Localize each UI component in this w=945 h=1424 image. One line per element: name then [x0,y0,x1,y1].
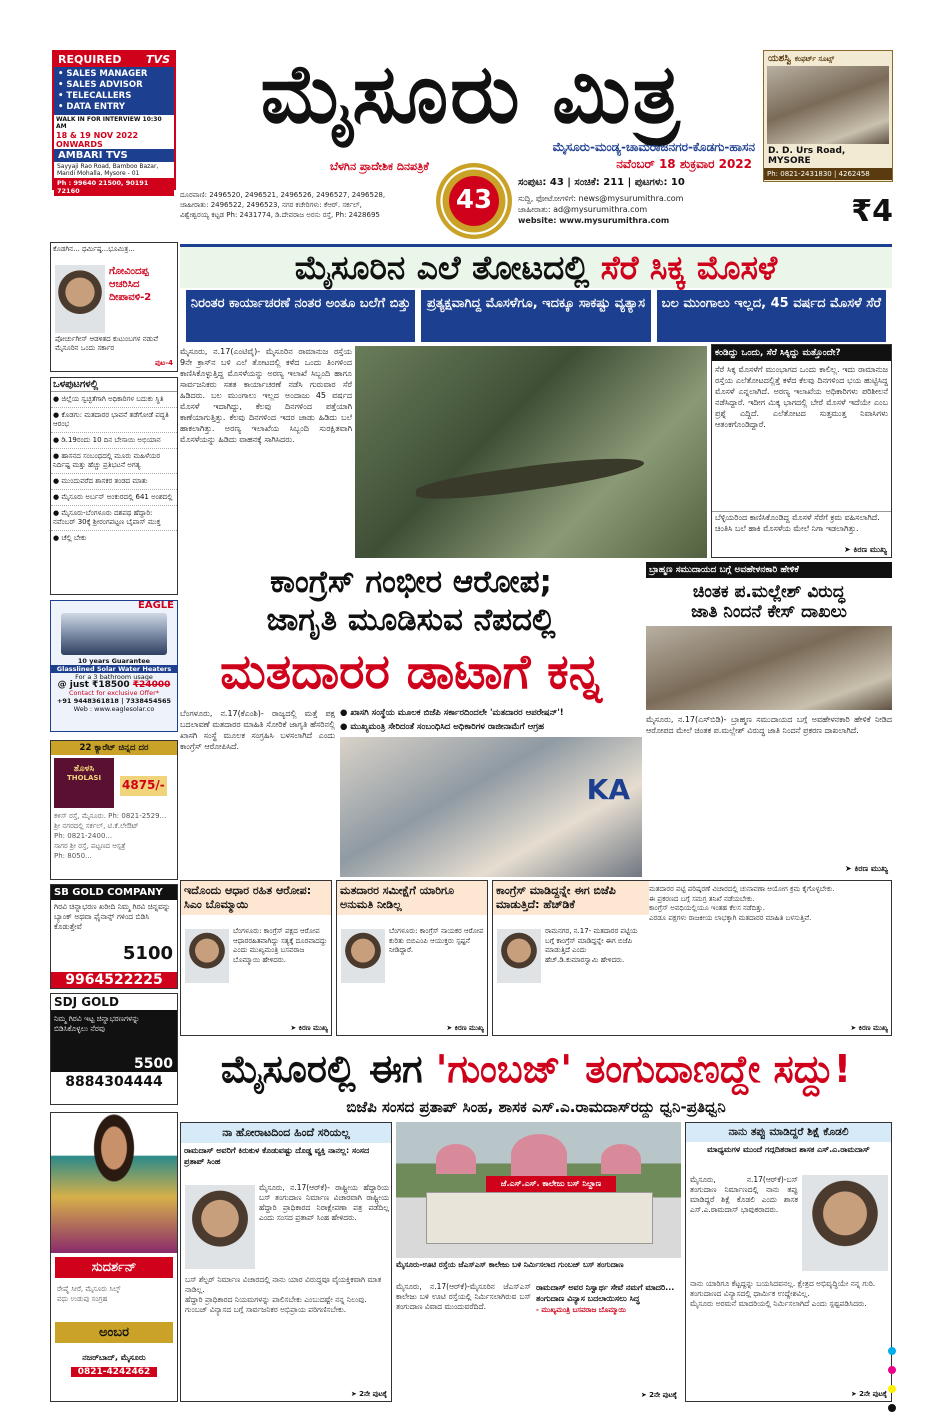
ad-role: • DATA ENTRY [58,102,125,112]
hotel-photo [767,66,889,144]
bus-shelter-caption: ಮೈಸೂರು-ಊಟಿ ರಸ್ತೆಯ ಜೆಎಸ್‌ಎಸ್ ಕಾಲೇಜು ಬಳಿ ನಿರ್ಮಿಸಲಾದ ಗುಂಬಜ್ ಬಸ್ ತಂಗುದಾಣ [396,1260,624,1269]
eagle-guarantee: 10 years Guarantee [77,657,151,665]
gumbaz-right [685,1122,892,1402]
ramadas-photo [802,1175,888,1271]
tholasi-address: ಕಳಿಸ್ ರಸ್ತೆ, ಮೈಸೂರು. Ph: 0821-2529... ಶ್ರೀ ನಗರದಲ್ಲಿ ಸರ್ಕಲ್, ಟಿ.ಕೆ.ಲೇಔಟ್ Ph: 0821-2400... ಸಾಗರ ಶ್ರೀ ರಸ್ತೆ, ಪಟ್ಟಣದ ಆಸ್ಪತ್ರೆ Ph: 8050... [54,812,167,860]
small-story-byline: ➤ ಕಿರಣ ಮುಖ್ಯ [290,1024,328,1032]
sb-gold-ad [50,884,178,989]
ad-dates: 18 & 19 NOV 2022 ONWARDS [56,131,139,149]
inside-item: ● ಹಾಸನದ ಸಂಬಂಧದಲ್ಲಿ ಮೂರು ಮಹಿಳೆಯರ ನಿರ್ದಿಷ್ಟ ಮತ್ತು ಹೆಚ್ಚು ಪ್ರತಿಭಟನೆ ಅಗತ್ಯ [51,449,177,474]
email-news: ಸುದ್ದಿ, ಫೋಟೋಗಳಿಗೆ: news@mysurumithra.com [518,194,684,203]
sb-amount: 5100 [122,943,173,964]
gumbaz-headline-highlight: 'ಗುಂಬಜ್' ತಂಗುದಾಣದ್ದೇ ಸದ್ದು! [435,1047,852,1091]
small-story-head: ಇದೊಂದು ಆಧಾರ ರಹಿತ ಆರೋಪ: ಸಿಎಂ ಬೊಮ್ಮಾಯಿ [181,881,331,915]
gumbaz-left [180,1122,392,1402]
small-story-byline: ➤ ಕಿರಣ ಮುಖ್ಯ [446,1024,484,1032]
tholasi-brand: ತೊಳಸಿ [73,764,95,774]
lead-body: ಮೈಸೂರು, ನ.17(ಎಂಟಿವೈ)- ಮೈಸೂರಿನ ರಾಮಾನುಜ ರಸ್ತೆಯ 9ನೇ ಕ್ರಾಸ್‌ನ ಬಳಿ ಎಲೆ ತೋಟದಲ್ಲಿ ಕಳೆದ ಒಂದು ತಿಂಗಳಿಂದ ಕಾಣಿಸಿಕೊಳ್ಳುತ್ತಿದ್ದ ಮೊಸಳೆಯನ್ನು ಅರಣ್ಯ ಇಲಾಖೆ ಸಿಬ್ಬಂದಿ ಹಾಗೂ ಸಾರ್ವಜನಿಕರು ಸತತ ಕಾರ್ಯಾಚರಣೆ ನಡೆಸಿ ಗುರುವಾರ ಸೆರೆ ಹಿಡಿದರು. ಬಲ ಮುಂಗಾಲು ಇಲ್ಲದ ಅಂದಾಜು 45 ವರ್ಷದ ಮೊಸಳೆ ಇದಾಗಿದ್ದು, ಕೆಲವು ದಿನಗಳಿಂದ ಪತ್ತೆಯಾಗಿ ಕಾಣೆಯಾಗುತ್ತಿತ್ತು. ಕೆಲವು ದಿನಗಳಿಂದ ಇದರ ಜಾಡು ಹಿಡಿದು ಬಲೆ ಹಾಕಲಾಗಿತ್ತು. ಅರಣ್ಯ ಇಲಾಖೆಯ ಸಿಬ್ಬಂದಿ ಸುರಕ್ಷಿತವಾಗಿ ಮೊಸಳೆಯನ್ನು ಹಿಡಿದು ವಾಹನಕ್ಕೆ ಸಾಗಿಸಿದರು. [180,347,352,444]
eagle-brand: EAGLE [138,600,174,611]
eagle-price: @ just ₹18500 [57,680,130,690]
small-story [180,880,332,1036]
phone-line: ಜಾಹೀರಾತು: 2496522, 2496523, ನಗರ ಕಚೇರಿಗಳು: ಕೆಆರ್. ಸರ್ಕಲ್, [180,201,362,209]
eagle-contact: Contact for exclusive Offer* [68,689,160,697]
inside-item: ● ಕೊಡಗು: ಮತದಾರರ ಭಾವನೆ ತಡೆಗೋಡೆ ಪದ್ಧತಿ ಆರಂಭ [51,408,177,433]
sudarshan-lines: ರೇಷ್ಮೆ ಸೀರೆ, ಮೈಸೂರು ಸಿಲ್ಕ್ ವಧು ಉಡುಪು ಸಂಗ್ರಹ [57,1285,121,1303]
price: ₹4 [851,194,893,229]
inside-item: ● ಜಿಲ್ಲೆಯ ಸ್ವಚ್ಛತೆಗಾಗಿ ಅಧಿಕಾರಿಗಳ ಬದುಕು ಸ್ಥಿತಿ [51,392,177,408]
feature-page-ref: ಪುಟ-4 [154,359,173,367]
crocodile-shape [414,450,645,506]
small-story-head: ಕಾಂಗ್ರೆಸ್ ಮಾಡಿದ್ದನ್ನೇ ಈಗ ಬಿಜೆಪಿ ಮಾಡುತ್ತಿದೆ: ಹೆಚ್‌ಡಿಕೆ [493,881,649,915]
ad-required: REQUIRED [58,53,122,66]
masthead-title: ಮೈಸೂರು ಮಿತ್ರ [260,47,682,142]
bus-shelter-photo [396,1122,681,1258]
lead-headline [180,244,892,288]
small-story-head: ಮತದಾರರ ಸಮೀಕ್ಷೆಗೆ ಯಾರಿಗೂ ಅನುಮತಿ ನೀಡಿಲ್ಲ [337,881,487,915]
ad-role: • TELECALLERS [58,91,132,101]
yashaswi-ad [763,50,893,182]
gumbaz-left-byline: ➤ 2ನೇ ಪುಟಕ್ಕೆ [350,1390,387,1398]
ad-brand: TVS [146,53,170,66]
yashaswi-name: ಯಶಸ್ವಿ [768,53,792,64]
anniversary-emblem [436,163,512,239]
gumbaz-left-head: ನಾ ಹೋರಾಟದಿಂದ ಹಿಂದೆ ಸರಿಯಲ್ಲ [181,1123,391,1143]
gold-price: 4875/- [120,776,167,796]
second-head1: ಕಾಂಗ್ರೆಸ್ ಗಂಭೀರ ಆರೋಪ; [270,564,552,600]
right-byline: ➤ ಕಿರಣ ಮುಖ್ಯ [844,864,888,873]
issue-volume: ಸಂಪುಟ: 43 | ಸಂಚಿಕೆ: 211 | ಪುಟಗಳು: 10 [518,177,685,188]
small-story-byline: ➤ ಕಿರಣ ಮುಖ್ಯ [850,1024,888,1032]
inside-item: ● ಡಿ.19ರಂದು 10 ದಿನ ಬೇಸಾಯಿ ಅಭಿಯಾನ [51,433,177,449]
gumbaz-left-sub: ರಾಮದಾಸ್ ಅವರಿಗೆ ಕಿರುಕುಳ ಕೊಡುವಷ್ಟು ದೊಡ್ಡ ವ್ಯಕ್ತಿ ನಾನಲ್ಲ: ಸಂಸದ ಪ್ರತಾಪ್ ಸಿಂಹ [184,1146,370,1166]
dome-center [511,1134,567,1176]
sudarshan-name: ಸುದರ್ಶನ್ [55,1257,173,1278]
gumbaz-right-body2: ನಾನು ಯಾರಿಗೂ ಕೆಟ್ಟದ್ದನ್ನು ಬಯಸಿದವನಲ್ಲ. ಕ್ಷೇತ್ರದ ಅಭಿವೃದ್ಧಿಯೇ ನನ್ನ ಗುರಿ. ತಂಗುದಾಣದ ವಿನ್ಯಾಸದಲ್ಲಿ ಧಾರ್ಮಿಕ ಉದ್ದೇಶವಿಲ್ಲ. ಮೈಸೂರು ಅರಮನೆ ಮಾದರಿಯಲ್ಲಿ ನಿರ್ಮಿಸಲಾಗಿದೆ ಎಂದು ಸ್ಪಷ್ಟಪಡಿಸಿದರು. [690,1279,876,1308]
feature-title: ಗೋವಿಂದಪ್ಪ ಆಚರಿಸಿದ ದೀಪಾವಳಿ-2 [109,266,152,303]
yashaswi-phone: Ph: 0821-2431830 | 4262458 [764,168,892,180]
inside-item: ● ಚೆಲ್ಲಿ ಬೇಕು [53,534,87,542]
gold-rate-title: 22 ಕ್ಯಾರೆಟ್ ಚಿನ್ನದ ದರ [51,741,177,755]
gumbaz-left-body: ಮೈಸೂರು, ನ.17(ಆರ್‌ಕೆ)- ರಾಷ್ಟ್ರೀಯ ಹೆದ್ದಾರಿಯ ಬಸ್ ತಂಗುದಾಣ ನಿರ್ಮಾಣ ವಿಚಾರವಾಗಿ ರಾಷ್ಟ್ರೀಯ ಹೆದ್ದಾರಿ ಪ್ರಾಧಿಕಾರದ ನಿರಾಕ್ಷೇಪಣಾ ಪತ್ರ ಪಡೆದಿಲ್ಲ ಎಂದು ಸಂಸದ ಪ್ರತಾಪ್ ಸಿಂಹ ಹೇಳಿದರು. [259,1183,389,1222]
sidebar-byline: ➤ ಕಿರಣ ಮುಖ್ಯ [843,545,887,554]
feature-text: ಪೋರ್ಚುಗೀಸ್ ಆಡಳಿತದ ಕುಟುಂಬಗಳ ನಡುವೆ ಮೈಸೂರಿನ ಒಂದು ಸರ್ಕಾರ [55,335,159,352]
ad-role: • SALES MANAGER [58,69,148,79]
small-story [492,880,892,1036]
sidebar-body: ಸೆರೆ ಸಿಕ್ಕ ಮೊಸಳೆಗೆ ಮುಂಭಾಗದ ಒಂದು ಕಾಲಿಲ್ಲ. ಇದು ರಾಮಾನುಜ ರಸ್ತೆಯ ಎಲೆತೋಟದಲ್ಲಿತ್ತೆ ಕಳೆದ ಕೆಲವು ದಿನಗಳಿಂದ ಭಯ ಹುಟ್ಟಿಸಿದ್ದ ಮೊಸಳೆ ಎನ್ನಲಾಗಿದೆ. ಅರಣ್ಯ ಇಲಾಖೆಯ ಅಧಿಕಾರಿಗಳು ಪರಿಶೀಲನೆ ನಡೆಸಿದ್ದಾರೆ. ಇದೀಗ ಮಿಕ್ಕ ಭಾಗದಲ್ಲಿ ಬೇರೆ ಮೊಸಳೆ ಇದೆಯೇ ಎಂಬ ಪ್ರಶ್ನೆ ಎದ್ದಿದೆ. ಎಲೆತೋಟದ ಸುತ್ತಮುತ್ತ ನಿವಾಸಿಗಳು ಆತಂಕಗೊಂಡಿದ್ದಾರೆ. [715,365,888,429]
small-story-body: ಬೆಂಗಳೂರು: ಕಾಂಗ್ರೆಸ್ ನಾಯಕರ ಆರೋಪ ಕುರಿತು ಬಿಬಿಎಂಪಿ ಆಯುಕ್ತರು ಸ್ಪಷ್ಟನೆ ನೀಡಿದ್ದಾರೆ. [389,927,484,954]
inside-item: ● ಮೈಸೂರು-ಬೆಂಗಳೂರು ದಶಪಥ ಹೆದ್ದಾರಿ: ನವೆಂಬರ್ 30ಕ್ಕೆ ಶ್ರೀರಂಗಪಟ್ಟಣ ಬೈಪಾಸ್ ಮುಕ್ತ [51,506,177,531]
ad-phone: Ph : 99640 21500, 90191 72160 [54,178,174,196]
masthead-regions: ಮೈಸೂರು-ಮಂಡ್ಯ-ಚಾಮರಾಜನಗರ-ಕೊಡಗು-ಹಾಸನ [552,140,755,154]
sdj-text: ನಿಮ್ಮ ಗಿರವಿ ಇಟ್ಟ ಚಿನ್ನಾಭರಣಗಳನ್ನು ಬಿಡಿಸಿಕೊಳ್ಳಲು ನೆರವು [51,1012,177,1056]
dome-right [601,1144,641,1174]
lead-subhead: ನಿರಂತರ ಕಾರ್ಯಾಚರಣೆ ನಂತರ ಅಂತೂ ಬಲೆಗೆ ಬಿತ್ತು [186,290,415,342]
pratap-simha-photo [185,1185,255,1269]
gumbaz-headline-part: ಮೈಸೂರಲ್ಲಿ ಈಗ [220,1047,436,1091]
lead-subheads [180,290,892,342]
sdj-title: SDJ GOLD [51,994,177,1012]
second-head2: ಜಾಗೃತಿ ಮೂಡಿಸುವ ನೆಪದಲ್ಲಿ [266,602,556,638]
gumbaz-quote: ರಾಮದಾಸ್ ಅವರ ನಿಸ್ವಾರ್ಥ ಸೇವೆ ನಮಗೆ ಮಾದರಿ... ತಂಗುದಾಣ ವಿನ್ಯಾಸ ಬದಲಾಯಿಸಲು ಸಿದ್ಧ [536,1283,675,1303]
eagle-old-price: ₹24000 [132,680,171,690]
lead-headline-part: ಮೈಸೂರಿನ ಎಲೆ ತೋಟದಲ್ಲಿ [294,248,601,287]
sb-text: ಗಿರವಿ ಚಿನ್ನಾಭರಣ ಖರೀದಿ ನಿಮ್ಮ ಗಿರವಿ ಚಿನ್ನವನ್ನು ಬ್ಯಾಂಕ್ ಅಥವಾ ಫೈನಾನ್ಸ್ ಗಳಿಂದ ಬಿಡಿಸಿ ಕೊಡುತ್ತೇವೆ [54,902,171,931]
eagle-for: For a 3 bathroom usage [75,673,153,681]
feature-portrait [55,265,105,333]
shelter-banner: ಜೆ.ಎಸ್.ಎಸ್. ಕಾಲೇಜು ಬಸ್ ನಿಲ್ದಾಣ [486,1176,616,1192]
sdj-gold-ad [50,993,178,1105]
eagle-phone: +91 9448361818 | 7338454565 [56,697,172,705]
shelter-base [426,1192,653,1244]
gumbaz-subhead: ಬಿಜೆಪಿ ಸಂಸದ ಪ್ರತಾಪ್ ಸಿಂಹ, ಶಾಸಕ ಎಸ್.ಎ.ರಾಮದಾಸ್‌ರದ್ದು ಧ್ವನಿ-ಪ್ರತಿಧ್ವನಿ [346,1098,726,1116]
lead-sidebar [711,344,892,558]
ad-role: • SALES ADVISOR [58,80,143,90]
sudarshan-ad [50,1112,178,1402]
contact-block [518,193,748,233]
lead-subhead: ಪ್ರತ್ಯಕ್ಷವಾಗಿದ್ದ ಮೊಸಳೆಗೂ, ಇದಕ್ಕೂ ಸಾಕಷ್ಟು ವ್ಯತ್ಯಾಸ [421,290,650,342]
inside-item: ● ಮೈಸೂರು ಅರ್ಬನ್ ಅಂಕುರದಲ್ಲಿ 641 ಅಂಶದಲ್ಲಿ [51,490,177,506]
ad-walkin: WALK IN FOR INTERVIEW 10:30 AM [56,116,162,130]
sidebar-more: ಬೆಳ್ಳಿಯರಿಂದ ಕಾಣಿಸಿಕೊಂಡಿದ್ದ ಮೊಸಳೆ ಸೆರೆಗೆ ಕ್ರಮ ವಹಿಸಲಾಗಿದೆ. ಚಿಂತಿಸಿ ಬಲೆ ಹಾಕಿ ಮೊಸಳೆಯ ಮೇಲೆ ನಿಗಾ ಇಡಲಾಗಿತ್ತು. [712,511,891,548]
gumbaz-right-sub: ಮಾಧ್ಯಮಗಳ ಮುಂದೆ ಗದ್ಗದಿತರಾದ ಶಾಸಕ ಎಸ್.ಎ.ರಾಮದಾಸ್ [707,1145,870,1154]
gumbaz-right-byline: ➤ 2ನೇ ಪುಟಕ್ಕೆ [850,1390,887,1398]
right-head2: ಜಾತಿ ನಿಂದನೆ ಕೇಸ್ ದಾಖಲು [691,602,847,622]
gumbaz-right-body: ಮೈಸೂರು, ನ.17(ಆರ್‌ಕೆ)-ಬಸ್ ತಂಗುದಾಣ ನಿರ್ಮಾಣದಲ್ಲಿ ನಾನು ತಪ್ಪು ಮಾಡಿದ್ದರೆ ಶಿಕ್ಷೆ ಕೊಡಲಿ ಎಂದು ಶಾಸಕ ಎಸ್.ಎ.ರಾಮದಾಸ್ ಭಾವುಕರಾದರು. [690,1175,798,1214]
press-meet-photo [340,737,642,877]
press-backdrop-text: KA [586,773,630,806]
bommai-photo [185,929,229,983]
gumbaz-quote-by: - ಮುಖ್ಯಮಂತ್ರಿ ಬಸವರಾಜ ಬೊಮ್ಮಾಯಿ [536,1306,626,1314]
small-story-body: ರಾಮನಗರ, ನ.17- ಮತದಾರರ ಪಟ್ಟಿಯ ಬಗ್ಗೆ ಕಾಂಗ್ರೆಸ್ ಮಾಡಿದ್ದನ್ನೇ ಈಗ ಬಿಜೆಪಿ ಮಾಡುತ್ತಿದೆ ಎಂದು ಹೆಚ್.ಡಿ.ಕುಮಾರಸ್ವಾಮಿ ಹೇಳಿದರು. [545,927,638,964]
feature-kicker: ಕೊಡಗಿನ... ಧರ್ಮಿಷ್ಠ...ಭೂಮಿತ್ರ... [53,245,135,253]
yashaswi-sub: ಕಂಫರ್ಟ್ ಸೂಟ್ಸ್ [794,55,835,63]
tholasi-brand-en: THOLASI [66,774,102,782]
gumbaz-headline [180,1040,892,1098]
saree-model-image [51,1113,177,1253]
second-body: ಬೆಂಗಳೂರು, ನ.17(ಕೆಎಂಶಿ)- ರಾಜ್ಯದಲ್ಲಿ ಮತ್ತೆ ಪಕ್ಷ ಬದಲಾವಣೆ ಮತದಾರರ ಮಾಹಿತಿ ಸೋರಿಕೆ ಜಾಗೃತಿ ಹೆಸರಿನಲ್ಲಿ ಖಾಸಗಿ ಸಂಸ್ಥೆ ಮೂಲಕ ಸಂಗ್ರಹಿಸಿ ಬಳಸಲಾಗಿದೆ ಎಂದು ಕಾಂಗ್ರೆಸ್ ಆರೋಪಿಸಿದೆ. [180,709,335,751]
right-body: ಮೈಸೂರು, ನ.17(ಎಸ್‌ಬಿಡಿ)- ಬ್ರಾಹ್ಮಣ ಸಮುದಾಯದ ಬಗ್ಗೆ ಅವಹೇಳನಕಾರಿ ಹೇಳಿಕೆ ನೀಡಿದ ಆರೋಪದ ಮೇಲೆ ಚಿಂತಕ ಪ.ಮಲ್ಲೇಶ್ ವಿರುದ್ಧ ಜಾತಿ ನಿಂದನೆ ಪ್ರಕರಣ ದಾಖಲಾಗಿದೆ. [646,715,892,735]
ambara-name: ಅಂಬರ [55,1322,173,1343]
phone-line: ದೂರವಾಣಿ: 2496520, 2496521, 2496526, 2496527, 2496528, [180,191,386,199]
group-photo [646,626,892,710]
email-ads: ಜಾಹೀರಾತು: ad@mysurumithra.com [518,205,648,214]
small-story-col2: ಮತದಾರರ ಪಟ್ಟಿ ಪರಿಷ್ಕರಣೆ ವಿಚಾರದಲ್ಲಿ ಚುನಾವಣಾ ಆಯೋಗ ಕ್ರಮ ಕೈಗೊಳ್ಳಬೇಕು. ಈ ಪ್ರಕರಣದ ಬಗ್ಗೆ ಸಮಗ್ರ ತನಿಖೆ ನಡೆಯಬೇಕು. ಕಾಂಗ್ರೆಸ್ ಅವಧಿಯಲ್ಲಿಯೂ ಇಂತಹ ಕೆಲಸ ನಡೆದಿತ್ತು. ಎರಡೂ ಪಕ್ಷಗಳು ರಾಜಕೀಯ ಲಾಭಕ್ಕಾಗಿ ಮತದಾರರ ಮಾಹಿತಿ ಬಳಸುತ್ತಿವೆ. [649,885,835,922]
gumbaz-left-body2: ಬಸ್ ಶೆಲ್ಟರ್ ನಿರ್ಮಾಣ ವಿಚಾರದಲ್ಲಿ ನಾನು ಯಾರ ವಿರುದ್ಧವೂ ವೈಯಕ್ತಿಕವಾಗಿ ಮಾತನಾಡಿಲ್ಲ. ಹೆದ್ದಾರಿ ಪ್ರಾಧಿಕಾರದ ನಿಯಮಗಳನ್ನು ಪಾಲಿಸಬೇಕು ಎಂಬುದಷ್ಟೇ ನನ್ನ ನಿಲುವು. ಗುಂಬಜ್ ವಿನ್ಯಾಸದ ಬಗ್ಗೆ ಸಾರ್ವಜನಿಕರ ಅಭಿಪ್ರಾಯ ಪರಿಗಣಿಸಬೇಕು. [185,1275,382,1314]
eagle-web: Web : www.eaglesolar.co [73,705,155,713]
tholasi-ad [50,740,178,880]
ad-dealer: AMBARI TVS [54,149,174,162]
lead-headline-highlight: ಸೆರೆ ಸಿಕ್ಕ ಮೊಸಳೆ [600,248,778,287]
dome-left [436,1144,476,1174]
commissioner-photo [341,929,385,983]
solar-heater-image [61,613,167,655]
gumbaz-middle [396,1122,681,1402]
ad-address: Sayyaji Rao Road, Bamboo Bazar, Mandi Mohalla, Mysore - 01 [57,163,159,177]
sidebar-title: ಕಂಡಿದ್ದು ಒಂದು, ಸೆರೆ ಸಿಕ್ಕಿದ್ದು ಮತ್ತೊಂದೇ? [712,345,891,361]
sb-title: SB GOLD COMPANY [51,885,177,900]
inside-heading: ಒಳಪುಟಗಳಲ್ಲಿ [51,378,177,392]
shop-address: ನಜರ್‌ಬಾದ್, ಮೈಸೂರು [82,1353,146,1362]
tvs-ad [52,50,176,195]
small-story [336,880,488,1036]
second-bullet: ● ಮುಖ್ಯಮಂತ್ರಿ ಸೇರಿದಂತೆ ಸಂಬಂಧಿಸಿದ ಅಧಿಕಾರಿಗಳ ರಾಜೀನಾಮೆಗೆ ಆಗ್ರಹ [340,722,545,732]
right-head1: ಚಿಂತಕ ಪ.ಮಲ್ಲೇಶ್ ವಿರುದ್ಧ [692,582,846,602]
shop-phone: 0821-4242462 [71,1367,157,1377]
masthead-tagline: ಬೆಳಗಿನ ಪ್ರಾದೇಶಿಕ ದಿನಪತ್ರಿಕೆ [330,160,429,173]
right-kicker: ಬ್ರಾಹ್ಮಣ ಸಮುದಾಯದ ಬಗ್ಗೆ ಅವಹೇಳನಕಾರಿ ಹೇಳಿಕೆ [646,562,892,578]
gumbaz-quote-box [536,1282,681,1378]
gumbaz-right-head: ನಾನು ತಪ್ಪು ಮಾಡಿದ್ದರೆ ಶಿಕ್ಷೆ ಕೊಡಲಿ [686,1123,891,1142]
crocodile-photo [355,346,707,558]
eagle-ad [50,600,178,732]
right-story [646,562,892,876]
second-head3: ಮತದಾರರ ಡಾಟಾಗೆ ಕನ್ನ [220,644,602,700]
gumbaz-mid-byline: ➤ 2ನೇ ಪುಟಕ್ಕೆ [640,1391,677,1399]
inside-pages [50,377,178,595]
second-bullet: ● ಖಾಸಗಿ ಸಂಸ್ಥೆಯ ಮೂಲಕ ಬಿಜೆಪಿ ಸರ್ಕಾರದಿಂದಲೇ 'ಮತದಾರರ ಆಪರೇಷನ್'! [340,708,564,718]
inside-item: ● ಮುಂದುವರೆದ ಶಾಸಕರ ತಂಡದ ಮಾತು [51,474,177,490]
masthead-date: ನವೆಂಬರ್ 18 ಶುಕ್ರವಾರ 2022 [616,157,752,171]
phone-block [180,190,430,228]
phone-line: ವಿಶ್ವೇಶ್ವರಯ್ಯ ಕಟ್ಟಡ Ph: 2431774, ಡಿ.ದೇವರಾಜ ಅರಸು ರಸ್ತೆ, Ph: 2428695 [180,211,380,219]
website: website: www.mysurumithra.com [518,216,670,225]
lead-subhead: ಬಲ ಮುಂಗಾಲು ಇಲ್ಲದ, 45 ವರ್ಷದ ಮೊಸಳೆ ಸೆರೆ [657,290,886,342]
eagle-product: Glasslined Solar Water Heaters [51,665,177,673]
hdk-photo [497,929,541,983]
left-feature [50,242,178,372]
sdj-amount: 5500 [51,1056,177,1072]
small-story-body: ಬೆಂಗಳೂರು: ಕಾಂಗ್ರೆಸ್ ಪಕ್ಷದ ಆರೋಪ ಆಧಾರರಹಿತವಾಗಿದ್ದು ಸತ್ಯಕ್ಕೆ ದೂರವಾದದ್ದು ಎಂದು ಮುಖ್ಯಮಂತ್ರಿ ಬಸವರಾಜ ಬೊಮ್ಮಾಯಿ ಹೇಳಿದರು. [233,927,328,964]
registration-marks [888,1340,902,1400]
sb-phone: 9964522225 [51,972,177,988]
gumbaz-mid-body: ಮೈಸೂರು, ನ.17(ಆರ್‌ಕೆ)-ಮೈಸೂರಿನ ಜೆಎಸ್‌ಎಸ್ ಕಾಲೇಜು ಬಳಿ ಊಟಿ ರಸ್ತೆಯಲ್ಲಿ ನಿರ್ಮಿಸಲಾಗಿರುವ ಬಸ್ ತಂಗುದಾಣ ವಿವಾದ ಮುಂದುವರೆದಿದೆ. [396,1282,531,1311]
sdj-phone: 8884304444 [65,1074,163,1090]
anniversary-number: 43 [455,185,493,215]
yashaswi-address: D. D. Urs Road, MYSORE [768,146,846,166]
